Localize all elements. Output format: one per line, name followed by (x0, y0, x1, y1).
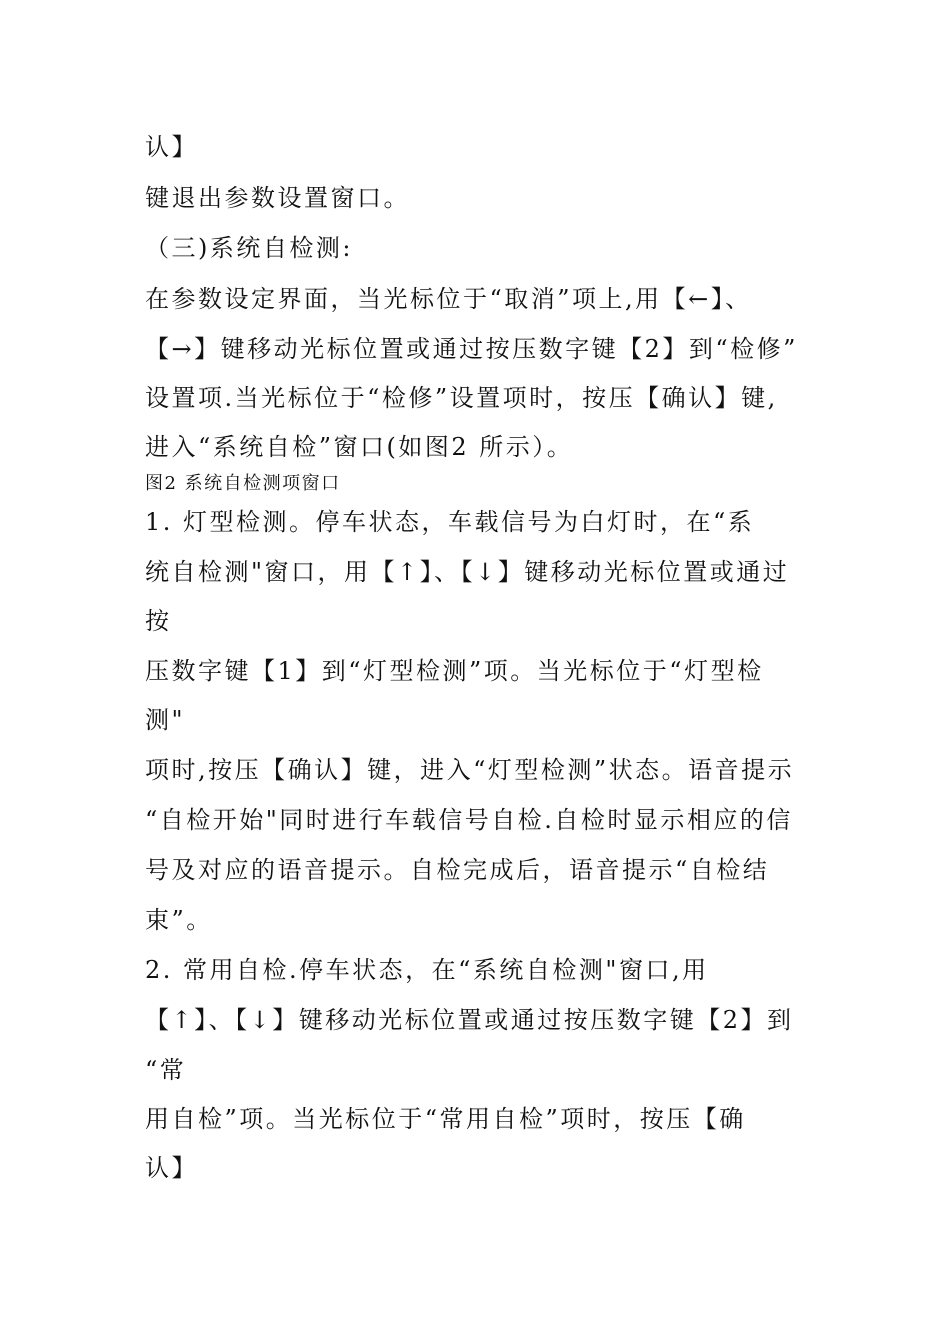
section-heading: （三)系统自检测: (145, 234, 353, 262)
text-line: 进入“系统自检”窗口(如图2 所示）。 (145, 433, 574, 461)
text-line: 【→】键移动光标位置或通过按压数字键【2】到“检修” (145, 335, 798, 363)
text-line: 认】 (145, 133, 198, 161)
text-line: 1. 灯型检测。停车状态，车载信号为白灯时，在“系 (145, 508, 755, 536)
figure-caption: 图2 系统自检测项窗口 (145, 473, 341, 494)
text-line: 设置项.当光标位于“检修”设置项时，按压【确认】键, (145, 384, 778, 412)
text-line: “常 (145, 1056, 187, 1084)
text-line: 认】 (145, 1154, 198, 1182)
text-line: 号及对应的语音提示。自检完成后，语音提示“自检结 (145, 856, 770, 884)
text-line: 【↑】、【↓】键移动光标位置或通过按压数字键【2】到 (145, 1006, 794, 1034)
text-line: 统自检测"窗口，用【↑】、【↓】键移动光标位置或通过 (145, 558, 790, 586)
text-line: 2. 常用自检.停车状态，在“系统自检测"窗口,用 (145, 956, 709, 984)
text-line: 测" (145, 706, 186, 734)
text-line: 用自检”项。当光标位于“常用自检”项时，按压【确 (145, 1105, 746, 1133)
text-line: “自检开始"同时进行车载信号自检.自检时显示相应的信 (145, 806, 793, 834)
text-line: 在参数设定界面，当光标位于“取消”项上,用【←】、 (145, 285, 752, 313)
text-line: 压数字键【1】到“灯型检测”项。当光标位于“灯型检 (145, 657, 764, 685)
text-line: 键退出参数设置窗口。 (145, 184, 410, 212)
text-line: 按 (145, 607, 172, 635)
text-line: 项时,按压【确认】键，进入“灯型检测”状态。语音提示 (145, 756, 795, 784)
text-line: 束”。 (145, 906, 213, 934)
